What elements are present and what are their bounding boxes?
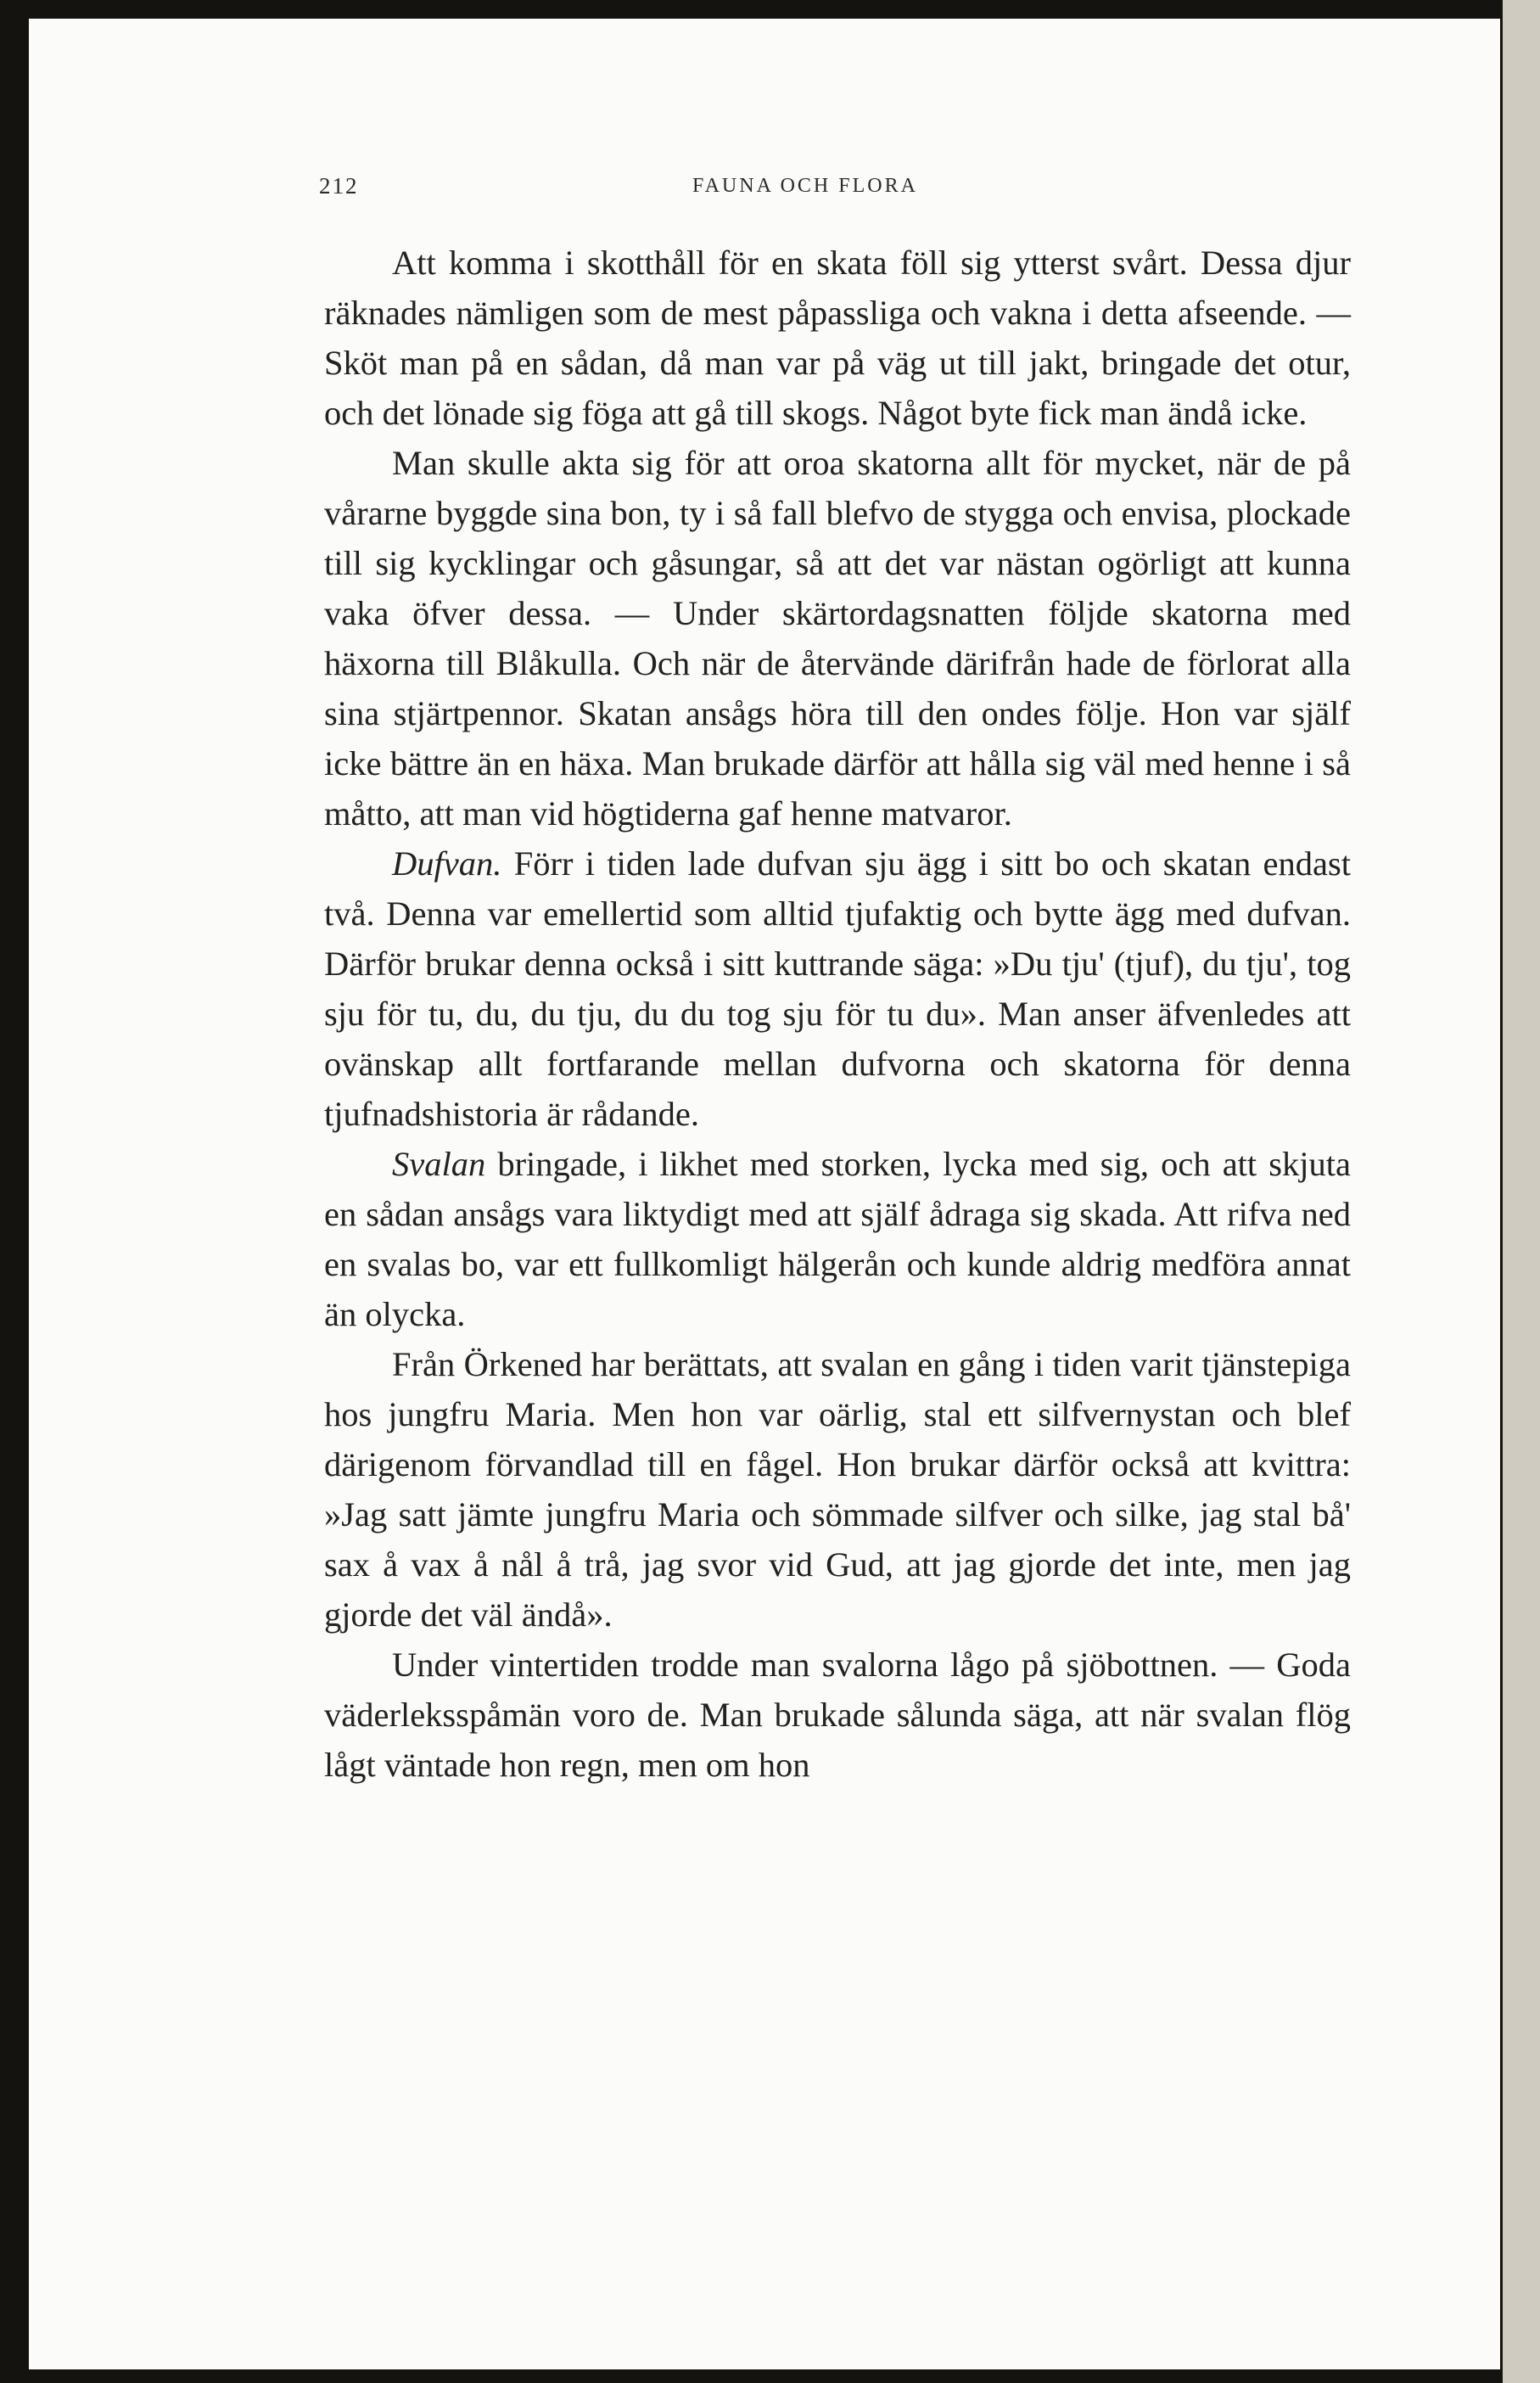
running-title: FAUNA OCH FLORA (692, 175, 918, 197)
paragraph-text: bringade, i likhet med storken, lycka med sig, och att skjuta en sådan ansågs vara liktydigt med att själf ådraga sig skada. Att rifva ned en svalas bo, var ett fullkomligt hälgerån och kunde aldrig medföra annat än olycka. (324, 1145, 1351, 1333)
body-text (324, 238, 1351, 1790)
paragraph-swallow (324, 1139, 1351, 1339)
section-lead-dufvan: Dufvan. (392, 844, 502, 883)
paragraph-swallow-legend (324, 1339, 1351, 1640)
page-number: 212 (319, 173, 359, 199)
paragraph-text: Förr i tiden lade dufvan sju ägg i sitt bo och skatan endast två. Denna var emellertid som alltid tjufaktig och bytte ägg med dufvan. Därför brukar denna också i sitt kuttrande säga: »Du tju' (tjuf), du tju', tog sju för tu, du, du tju, du du tog sju för tu du». Man anser äfvenledes att ovänskap allt fortfarande mellan dufvorna och skatorna för denna tjufnadshistoria är rådande. (324, 844, 1351, 1133)
section-lead-svalan: Svalan (392, 1145, 486, 1183)
page-edge (1503, 0, 1540, 2383)
paragraph-text: Man skulle akta sig för att oroa skatorna allt för mycket, när de på vårarne byggde sina bon, ty i så fall blefvo de stygga och envisa, plockade till sig kycklingar och gåsungar, så att det var nästan ogörligt att kunna vaka öfver dessa. — Under skärtordagsnatten följde skatorna med häxorna till Blåkulla. Och när de återvände därifrån hade de förlorat alla sina stjärtpennor. Skatan ansågs höra till den ondes följe. Hon var själf icke bättre än en häxa. Man brukade därför att hålla sig väl med henne i så måtto, att man vid högtiderna gaf henne matvaror. (324, 444, 1351, 833)
paragraph-magpie-nesting (324, 438, 1351, 838)
paragraph-text: Från Örkened har berättats, att svalan en gång i tiden varit tjänstepiga hos jungfru Maria. Men hon var oärlig, stal ett silfvernystan och blef därigenom förvandlad till en fågel. Hon brukar därför också att kvittra: »Jag satt jämte jungfru Maria och sömmade silfver och silke, jag stal bå' sax å vax å nål å trå, jag svor vid Gud, att jag gjorde det inte, men jag gjorde det väl ändå». (324, 1345, 1351, 1634)
paragraph-magpie-hunting (324, 238, 1351, 438)
paragraph-dove (324, 838, 1351, 1139)
paragraph-text: Under vintertiden trodde man svalorna lågo på sjöbottnen. — Goda väderleksspåmän voro de. Man brukade sålunda säga, att när svalan flög lågt väntade hon regn, men om hon (324, 1646, 1351, 1784)
paragraph-text: Att komma i skotthåll för en skata föll sig ytterst svårt. Dessa djur räknades nämligen som de mest påpassliga och vakna i detta afseende. — Sköt man på en sådan, då man var på väg ut till jakt, bringade det otur, och det lönade sig föga att gå till skogs. Något byte fick man ändå icke. (324, 244, 1351, 432)
paragraph-swallow-winter (324, 1640, 1351, 1790)
running-head (319, 173, 1364, 207)
